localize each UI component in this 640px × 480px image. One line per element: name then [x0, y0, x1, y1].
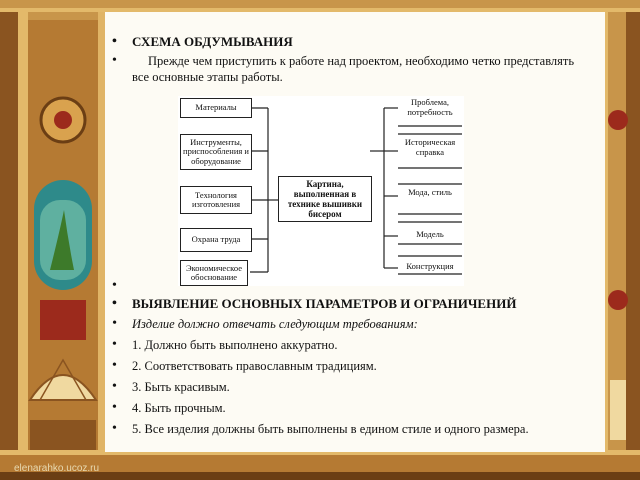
diagram-right-item-2: Историческая справка [404, 137, 456, 157]
diagram-right-item-4: Модель [416, 229, 444, 239]
diagram-left-box-4: Охрана труда [180, 228, 252, 252]
requirement-item: • 4. Быть прочным. [108, 400, 588, 416]
diagram-right-item-3: Мода, стиль [408, 187, 452, 197]
diagram-left-box-3: Технология изготовления [180, 186, 252, 214]
diagram-right-item-1: Проблема, потребность [407, 97, 453, 117]
requirement-item: • 3. Быть красивым. [108, 379, 588, 395]
diagram-center-box: Картина, выполненная в технике вышивки бисером [278, 176, 372, 222]
ornamental-frame-left [0, 0, 110, 480]
heading-plan: • СХЕМА ОБДУМЫВАНИЯ [108, 34, 588, 50]
heading-params: • ВЫЯВЛЕНИЕ ОСНОВНЫХ ПАРАМЕТРОВ И ОГРАНИЧЕНИЙ [108, 296, 588, 312]
intro-text [108, 53, 588, 85]
empty-bullet [108, 278, 588, 294]
planning-diagram [178, 96, 464, 286]
diagram-left-box-1: Материалы [180, 98, 252, 118]
watermark-text: elenarahko.ucoz.ru [14, 463, 100, 474]
ornamental-frame-top [0, 0, 640, 12]
diagram-left-box-5: Экономическое обоснование [180, 260, 248, 286]
requirement-item: • 5. Все изделия должны быть выполнены в едином стиле и одного размера. [108, 421, 588, 437]
intro-text-content: Прежде чем приступить к работе над проектом, необходимо четко представлять все основные этапы работы. [132, 54, 575, 84]
requirement-item: • 2. Соответствовать православным традициям. [108, 358, 588, 374]
requirement-item: • 1. Должно быть выполнено аккуратно. [108, 337, 588, 353]
diagram-right-item-5: Конструкция [406, 261, 454, 271]
bullet-list-top [108, 34, 588, 85]
bullet-list-bottom [108, 278, 588, 437]
ornamental-frame-right [600, 0, 640, 480]
diagram-left-box-2: Инструменты, приспособления и оборудование [180, 134, 252, 170]
requirements-intro: • Изделие должно отвечать следующим требованиям: [108, 316, 588, 332]
